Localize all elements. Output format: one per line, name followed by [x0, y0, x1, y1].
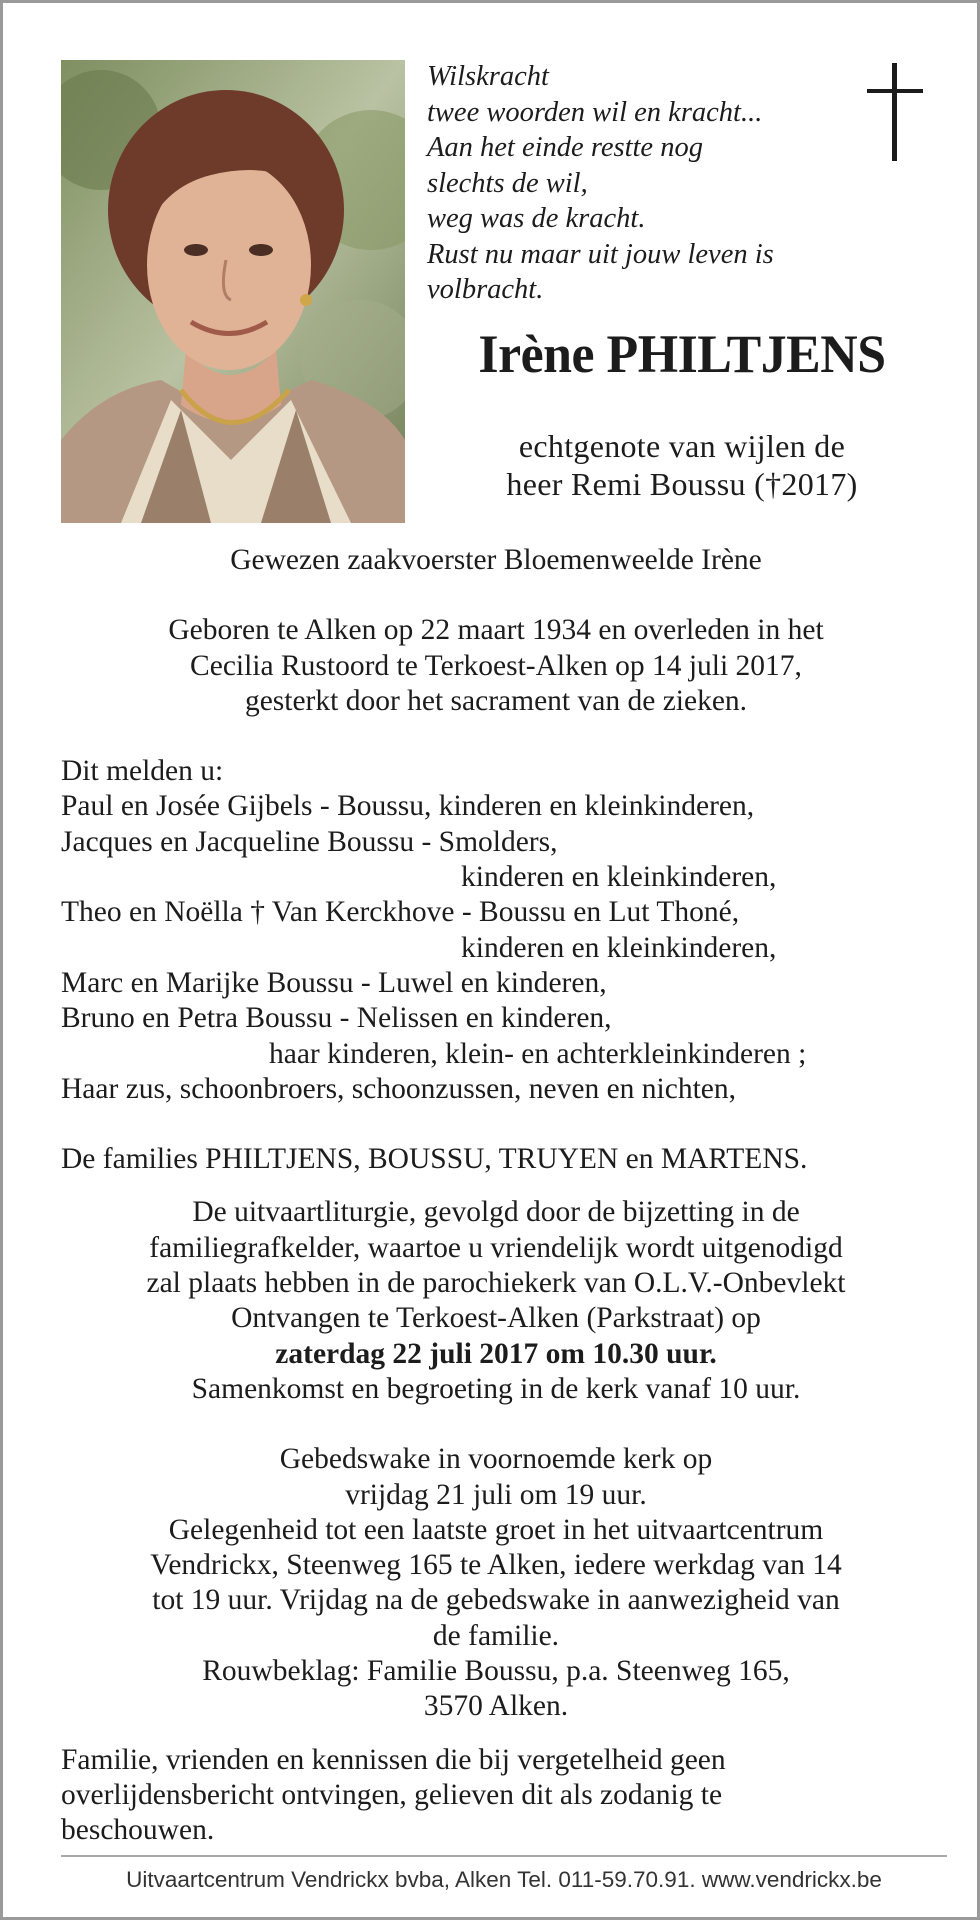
relative-line: Paul en Josée Gijbels - Boussu, kinderen en kleinkinderen,: [61, 790, 755, 823]
portrait-photo: [61, 60, 405, 523]
poem: [427, 59, 847, 308]
vigil-line: Rouwbeklag: Familie Boussu, p.a. Steenweg 165,: [202, 1655, 790, 1688]
poem-line: Wilskracht: [427, 61, 549, 92]
relative-line: Haar zus, schoonbroers, schoonzussen, neven en nichten,: [61, 1072, 737, 1105]
closing-line: beschouwen.: [61, 1814, 215, 1847]
relative-line: Jacques en Jacqueline Boussu - Smolders,: [61, 825, 558, 858]
poem-line: weg was de kracht.: [427, 203, 646, 234]
funeral-line: Ontvangen te Terkoest-Alken (Parkstraat) op: [231, 1302, 761, 1335]
relative-line: Marc en Marijke Boussu - Luwel en kinderen,: [61, 966, 607, 999]
birth-death-line: Cecilia Rustoord te Terkoest-Alken op 14 juli 2017,: [190, 649, 802, 682]
vigil-line: vrijdag 21 juli om 19 uur.: [345, 1478, 647, 1511]
portrait-illustration: [61, 60, 405, 523]
gathering-line: Samenkomst en begroeting in de kerk vanaf 10 uur.: [191, 1372, 801, 1405]
funeral-date: zaterdag 22 juli 2017 om 10.30 uur.: [275, 1337, 717, 1370]
relative-line: kinderen en kleinkinderen,: [461, 931, 777, 964]
vigil-line: Gelegenheid tot een laatste groet in het uitvaartcentrum: [168, 1513, 824, 1546]
birth-death-line: gesterkt door het sacrament van de zieken.: [244, 684, 748, 717]
funeral-line: De uitvaartliturgie, gevolgd door de bijzetting in de: [192, 1196, 800, 1229]
poem-line: slechts de wil,: [427, 167, 588, 199]
birth-death-line: Geboren te Alken op 22 maart 1934 en overleden in het: [168, 614, 824, 647]
footer-contact: Uitvaartcentrum Vendrickx bvba, Alken Tel. 011-59.70.91. www.vendrickx.be: [126, 1867, 882, 1892]
occupation: Gewezen zaakvoerster Bloemenweelde Irène: [230, 544, 762, 576]
obituary-body: [61, 543, 931, 1849]
poem-line: volbracht.: [427, 274, 544, 305]
vigil-line: tot 19 uur. Vrijdag na de gebedswake in aanwezigheid van: [152, 1584, 840, 1617]
poem-line: Aan het einde restte nog: [427, 132, 703, 163]
poem-line: twee woorden wil en kracht...: [427, 96, 763, 128]
funeral-line: zal plaats hebben in de parochiekerk van O.L.V.-Onbevlekt: [146, 1267, 846, 1300]
families-line: De families PHILTJENS, BOUSSU, TRUYEN en MARTENS.: [61, 1143, 808, 1176]
closing-line: Familie, vrienden en kennissen die bij vergetelheid geen: [61, 1743, 726, 1776]
spouse-line: heer Remi Boussu (†2017): [506, 466, 858, 502]
relative-line: haar kinderen, klein- en achterkleinkinderen ;: [269, 1037, 807, 1070]
vigil-line: 3570 Alken.: [423, 1690, 569, 1723]
poem-line: Rust nu maar uit jouw leven is: [427, 238, 774, 270]
vigil-line: de familie.: [432, 1619, 560, 1652]
vigil-line: Gebedswake in voornoemde kerk op: [279, 1443, 713, 1476]
relative-line: Bruno en Petra Boussu - Nelissen en kinderen,: [61, 1002, 612, 1035]
footer-divider: [61, 1855, 947, 1857]
announce-intro: Dit melden u:: [61, 755, 224, 788]
deceased-name: Irène PHILTJENS: [478, 324, 886, 384]
funeral-line: familiegrafkelder, waartoe u vriendelijk wordt uitgenodigd: [149, 1231, 843, 1264]
spouse-line: echtgenote van wijlen de: [518, 428, 846, 464]
cross-icon: [865, 63, 925, 161]
spouse-info: [427, 427, 937, 503]
closing-line: overlijdensbericht ontvingen, gelieven dit als zodanig te: [61, 1778, 723, 1811]
relative-line: Theo en Noëlla † Van Kerckhove - Boussu en Lut Thoné,: [61, 896, 740, 929]
vigil-line: Vendrickx, Steenweg 165 te Alken, iedere werkdag van 14: [150, 1549, 842, 1582]
relative-line: kinderen en kleinkinderen,: [461, 861, 777, 894]
